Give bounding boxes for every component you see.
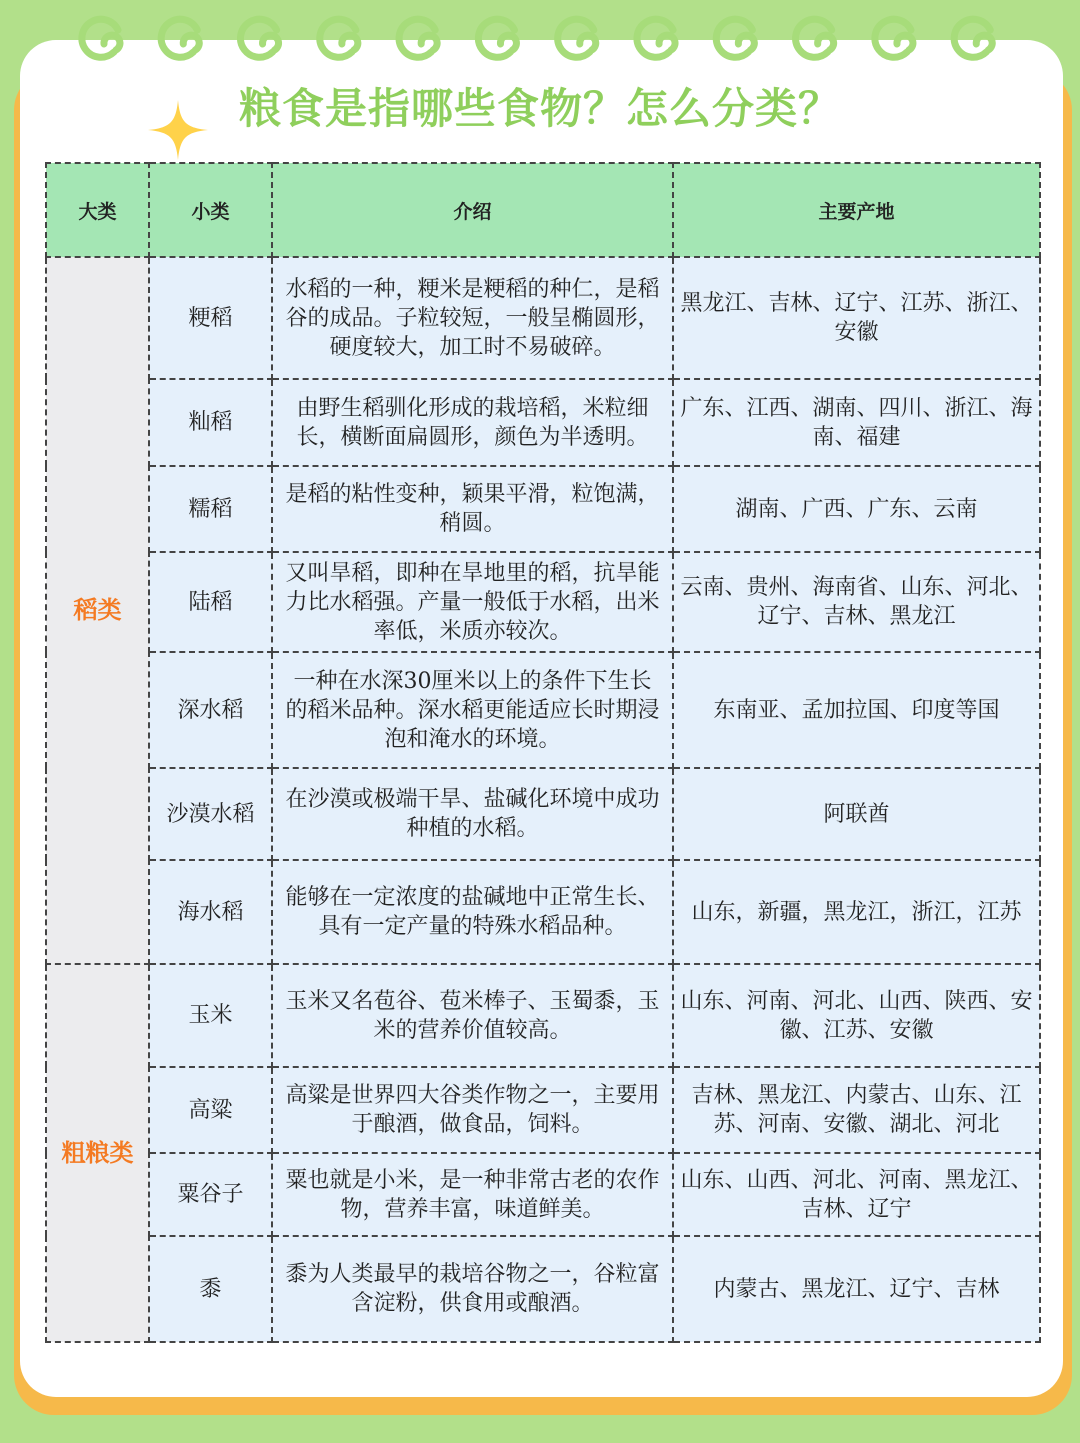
category-rice: 稻类 — [46, 257, 149, 964]
subcategory: 粟谷子 — [149, 1153, 272, 1236]
introduction: 能够在一定浓度的盐碱地中正常生长、具有一定产量的特殊水稻品种。 — [272, 860, 673, 964]
table-row — [46, 1153, 1040, 1236]
binder-ring — [240, 19, 278, 57]
origin: 山东，新疆，黑龙江，浙江，江苏 — [673, 860, 1040, 964]
binder-ring — [796, 19, 834, 57]
introduction: 是稻的粘性变种，颖果平滑，粒饱满，稍圆。 — [272, 466, 673, 552]
binder-ring — [637, 19, 675, 57]
origin: 山东、河南、河北、山西、陕西、安徽、江苏、安徽 — [673, 964, 1040, 1067]
table-row — [46, 964, 1040, 1067]
binder-ring — [320, 19, 358, 57]
binder-ring — [875, 19, 913, 57]
introduction: 由野生稻驯化形成的栽培稻，米粒细长，横断面扁圆形，颜色为半透明。 — [272, 379, 673, 466]
binder-ring — [161, 19, 199, 57]
subcategory: 高粱 — [149, 1067, 272, 1153]
origin: 云南、贵州、海南省、山东、河北、辽宁、吉林、黑龙江 — [673, 552, 1040, 652]
grain-table — [45, 162, 1041, 1343]
header-introduction: 介绍 — [272, 163, 673, 257]
header-subcategory: 小类 — [149, 163, 272, 257]
origin: 内蒙古、黑龙江、辽宁、吉林 — [673, 1236, 1040, 1342]
subcategory: 糯稻 — [149, 466, 272, 552]
origin: 山东、山西、河北、河南、黑龙江、吉林、辽宁 — [673, 1153, 1040, 1236]
introduction: 高粱是世界四大谷类作物之一，主要用于酿酒，做食品，饲料。 — [272, 1067, 673, 1153]
subcategory: 海水稻 — [149, 860, 272, 964]
subcategory: 籼稻 — [149, 379, 272, 466]
introduction: 又叫旱稻，即种在旱地里的稻，抗旱能力比水稻强。产量一般低于水稻，出米率低，米质亦较次。 — [272, 552, 673, 652]
table-row — [46, 768, 1040, 860]
table-row — [46, 379, 1040, 466]
subcategory: 粳稻 — [149, 257, 272, 379]
origin: 吉林、黑龙江、内蒙古、山东、江苏、河南、安徽、湖北、河北 — [673, 1067, 1040, 1153]
introduction: 水稻的一种，粳米是粳稻的种仁，是稻谷的成品。子粒较短，一般呈椭圆形，硬度较大，加工时不易破碎。 — [272, 257, 673, 379]
notebook-rings — [0, 0, 1080, 80]
header-category: 大类 — [46, 163, 149, 257]
binder-ring — [82, 19, 120, 57]
subcategory: 沙漠水稻 — [149, 768, 272, 860]
origin: 阿联酋 — [673, 768, 1040, 860]
origin: 东南亚、孟加拉国、印度等国 — [673, 652, 1040, 768]
introduction: 玉米又名苞谷、苞米棒子、玉蜀黍，玉米的营养价值较高。 — [272, 964, 673, 1067]
table-header-row — [46, 163, 1040, 257]
binder-ring — [558, 19, 596, 57]
binder-ring — [478, 19, 516, 57]
origin: 黑龙江、吉林、辽宁、江苏、浙江、安徽 — [673, 257, 1040, 379]
introduction: 粟也就是小米，是一种非常古老的农作物，营养丰富，味道鲜美。 — [272, 1153, 673, 1236]
subcategory: 深水稻 — [149, 652, 272, 768]
subcategory: 黍 — [149, 1236, 272, 1342]
table-row — [46, 652, 1040, 768]
binder-ring — [954, 19, 992, 57]
introduction: 一种在水深30厘米以上的条件下生长的稻米品种。深水稻更能适应长时期浸泡和淹水的环境。 — [272, 652, 673, 768]
page-title: 粮食是指哪些食物？怎么分类？ — [238, 84, 841, 133]
subcategory: 玉米 — [149, 964, 272, 1067]
table-row — [46, 552, 1040, 652]
table-row — [46, 1067, 1040, 1153]
binder-ring — [716, 19, 754, 57]
header-origin: 主要产地 — [673, 163, 1040, 257]
subcategory: 陆稻 — [149, 552, 272, 652]
introduction: 黍为人类最早的栽培谷物之一，谷粒富含淀粉，供食用或酿酒。 — [272, 1236, 673, 1342]
introduction: 在沙漠或极端干旱、盐碱化环境中成功种植的水稻。 — [272, 768, 673, 860]
binder-ring — [399, 19, 437, 57]
table-row — [46, 466, 1040, 552]
table-row — [46, 257, 1040, 379]
origin: 湖南、广西、广东、云南 — [673, 466, 1040, 552]
table-row — [46, 1236, 1040, 1342]
category-coarse-grain: 粗粮类 — [46, 964, 149, 1342]
table-row — [46, 860, 1040, 964]
origin: 广东、江西、湖南、四川、浙江、海南、福建 — [673, 379, 1040, 466]
